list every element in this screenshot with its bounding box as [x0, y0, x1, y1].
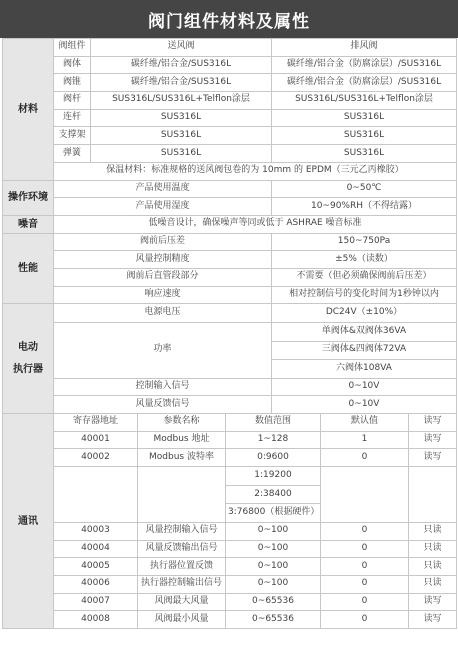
comm-rw: 只读 — [409, 558, 457, 576]
table-row — [3, 145, 457, 163]
table-row — [3, 198, 457, 216]
comm-default: 0 — [321, 540, 409, 558]
table-row — [3, 304, 457, 323]
comm-default: 0 — [321, 522, 409, 540]
comm-address: 40004 — [54, 540, 138, 558]
section-environment: 操作环境 — [3, 180, 54, 215]
actuator-value: 六阀体108VA — [272, 360, 457, 379]
comm-range: 0~100 — [226, 540, 321, 558]
material-component: 弹簧 — [54, 145, 91, 163]
insulation-note: 保温材料：标准规格的送风阀包卷的为 10mm 的 EPDM（三元乙丙橡胶） — [54, 162, 457, 180]
comm-rw: 读写 — [409, 593, 457, 611]
comm-range: 0~65536 — [226, 611, 321, 629]
comm-address: 40006 — [54, 575, 138, 593]
actuator-value: 单阀体&双阀体36VA — [272, 322, 457, 341]
materials-note-row — [3, 162, 457, 180]
comm-range: 0~100 — [226, 558, 321, 576]
table-row — [3, 127, 457, 145]
material-component: 支撑架 — [54, 127, 91, 145]
env-value: 0~50℃ — [272, 180, 457, 198]
table-row — [3, 215, 457, 233]
table-row — [3, 286, 457, 304]
table-row — [3, 74, 457, 92]
materials-col-exhaust: 排风阀 — [272, 39, 457, 57]
material-component: 阀锥 — [54, 74, 91, 92]
spec-table — [2, 38, 457, 629]
table-row — [3, 575, 457, 593]
comm-range: 3:76800（根据硬件） — [226, 504, 321, 523]
material-exhaust: 碳纤维/铝合金（防腐涂层）/SUS316L — [272, 56, 457, 74]
actuator-name: 风量反馈信号 — [54, 396, 272, 414]
table-row — [3, 109, 457, 127]
actuator-value: 三阀体&四阀体72VA — [272, 341, 457, 360]
table-row — [3, 92, 457, 110]
materials-header-row — [3, 39, 457, 57]
comm-address: 40008 — [54, 611, 138, 629]
perf-name: 阀前后压差 — [54, 233, 272, 251]
section-actuator — [3, 304, 54, 414]
section-actuator-line1: 电动 — [18, 341, 38, 353]
comm-default: 0 — [321, 558, 409, 576]
comm-param: 执行器控制输出信号 — [138, 575, 226, 593]
material-supply: SUS316L/SUS316L+Telflon涂层 — [91, 92, 272, 110]
comm-col-range: 数值范围 — [226, 414, 321, 432]
material-exhaust: 碳纤维/铝合金（防腐涂层）/SUS316L — [272, 74, 457, 92]
material-exhaust: SUS316L — [272, 145, 457, 163]
comm-param: 风阀最大风量 — [138, 593, 226, 611]
comm-rw: 只读 — [409, 540, 457, 558]
env-value: 10~90%RH（不得结露） — [272, 198, 457, 216]
material-exhaust: SUS316L — [272, 109, 457, 127]
comm-range: 1~128 — [226, 431, 321, 449]
section-actuator-line2: 执行器 — [13, 363, 43, 375]
section-performance: 性能 — [3, 233, 54, 304]
comm-range: 0:9600 — [226, 449, 321, 467]
comm-col-rw: 读写 — [409, 414, 457, 432]
comm-default: 1 — [321, 431, 409, 449]
table-row — [3, 431, 457, 449]
section-noise: 噪音 — [3, 215, 54, 233]
comm-col-default: 默认值 — [321, 414, 409, 432]
comm-default: 0 — [321, 575, 409, 593]
material-component: 连杆 — [54, 109, 91, 127]
comm-default: 0 — [321, 449, 409, 467]
comm-rw: 只读 — [409, 575, 457, 593]
material-component: 阀体 — [54, 56, 91, 74]
comm-col-param: 参数名称 — [138, 414, 226, 432]
table-row — [3, 56, 457, 74]
comm-col-address: 寄存器地址 — [54, 414, 138, 432]
comm-default: 0 — [321, 593, 409, 611]
table-row — [3, 522, 457, 540]
page-title: 阀门组件材料及属性 — [0, 0, 458, 38]
table-row — [3, 268, 457, 286]
table-row — [3, 251, 457, 269]
comm-default-blank — [321, 467, 409, 523]
material-supply: 碳纤维/铝合金/SUS316L — [91, 74, 272, 92]
actuator-name: 功率 — [54, 322, 272, 378]
comm-rw-blank — [409, 467, 457, 523]
env-name: 产品使用湿度 — [54, 198, 272, 216]
table-row — [3, 449, 457, 467]
material-exhaust: SUS316L/SUS316L+Telflon涂层 — [272, 92, 457, 110]
env-name: 产品使用温度 — [54, 180, 272, 198]
comm-header-row — [3, 414, 457, 432]
perf-name: 阀前后直管段部分 — [54, 268, 272, 286]
table-row — [3, 611, 457, 629]
table-row — [3, 540, 457, 558]
section-materials: 材料 — [3, 39, 54, 181]
materials-col-supply: 送风阀 — [91, 39, 272, 57]
table-row — [3, 233, 457, 251]
perf-value: 150~750Pa — [272, 233, 457, 251]
comm-address: 40002 — [54, 449, 138, 467]
table-row — [3, 322, 457, 341]
actuator-value: DC24V（±10%） — [272, 304, 457, 323]
comm-param: 风量控制输入信号 — [138, 522, 226, 540]
comm-address: 40001 — [54, 431, 138, 449]
comm-param: 风量反馈输出信号 — [138, 540, 226, 558]
comm-param: 执行器位置反馈 — [138, 558, 226, 576]
perf-value: 不需要（但必须确保阀前后压差） — [272, 268, 457, 286]
comm-default: 0 — [321, 611, 409, 629]
material-component: 阀杆 — [54, 92, 91, 110]
perf-value: 相对控制信号的变化时间为1秒钟以内 — [272, 286, 457, 304]
comm-param: Modbus 波特率 — [138, 449, 226, 467]
material-supply: SUS316L — [91, 145, 272, 163]
comm-rw: 读写 — [409, 431, 457, 449]
perf-name: 响应速度 — [54, 286, 272, 304]
table-row — [3, 467, 457, 486]
perf-name: 风量控制精度 — [54, 251, 272, 269]
materials-col-component: 阀组件 — [54, 39, 91, 57]
material-exhaust: SUS316L — [272, 127, 457, 145]
comm-rw: 只读 — [409, 522, 457, 540]
comm-address: 40005 — [54, 558, 138, 576]
actuator-name: 电源电压 — [54, 304, 272, 323]
comm-range: 1:19200 — [226, 467, 321, 486]
table-row — [3, 558, 457, 576]
actuator-value: 0~10V — [272, 396, 457, 414]
comm-address-blank — [54, 467, 138, 523]
material-supply: SUS316L — [91, 109, 272, 127]
comm-rw: 读写 — [409, 611, 457, 629]
comm-range: 2:38400 — [226, 485, 321, 504]
comm-range: 0~100 — [226, 575, 321, 593]
actuator-name: 控制输入信号 — [54, 378, 272, 396]
material-supply: SUS316L — [91, 127, 272, 145]
material-supply: 碳纤维/铝合金/SUS316L — [91, 56, 272, 74]
table-row — [3, 378, 457, 396]
comm-param-blank — [138, 467, 226, 523]
comm-range: 0~65536 — [226, 593, 321, 611]
table-row — [3, 593, 457, 611]
comm-address: 40003 — [54, 522, 138, 540]
section-comm: 通讯 — [3, 414, 54, 629]
table-row — [3, 180, 457, 198]
comm-address: 40007 — [54, 593, 138, 611]
perf-value: ±5%（读数） — [272, 251, 457, 269]
comm-rw: 读写 — [409, 449, 457, 467]
comm-param: 风阀最小风量 — [138, 611, 226, 629]
comm-range: 0~100 — [226, 522, 321, 540]
actuator-value: 0~10V — [272, 378, 457, 396]
comm-param: Modbus 地址 — [138, 431, 226, 449]
noise-value: 低噪音设计，确保噪声等同或低于 ASHRAE 噪音标准 — [54, 215, 457, 233]
table-row — [3, 396, 457, 414]
